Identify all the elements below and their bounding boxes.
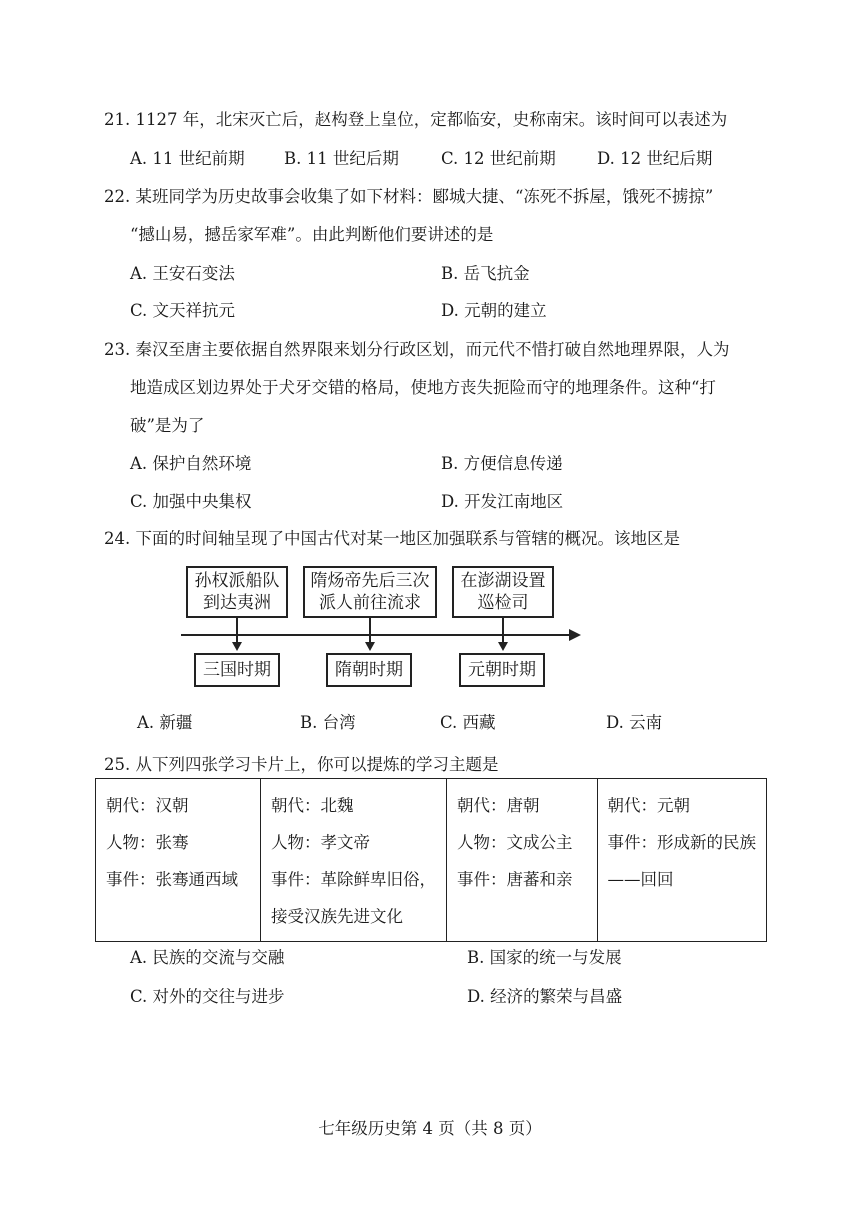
q25-option-d[interactable]: D. 经济的繁荣与昌盛 xyxy=(467,987,623,1006)
q22-option-b[interactable]: B. 岳飞抗金 xyxy=(441,264,530,283)
study-card-beiwei xyxy=(261,779,447,942)
q22-option-d[interactable]: D. 元朝的建立 xyxy=(441,301,547,320)
connector-3 xyxy=(502,618,504,643)
q23-option-b[interactable]: B. 方便信息传递 xyxy=(441,454,563,473)
study-card-yuan xyxy=(597,779,767,942)
q24-option-c[interactable]: C. 西藏 xyxy=(440,713,496,732)
timeline-event-box-2 xyxy=(303,566,437,618)
page-footer: 七年级历史第 4 页（共 8 页） xyxy=(318,1119,542,1138)
arrow-down-icon xyxy=(498,642,508,651)
q22-option-a[interactable]: A. 王安石变法 xyxy=(130,264,235,283)
q21-option-b[interactable]: B. 11 世纪后期 xyxy=(284,149,399,168)
q23-option-d[interactable]: D. 开发江南地区 xyxy=(441,492,564,511)
card-line: 事件：张骞通西域 xyxy=(106,870,238,889)
q23-option-c[interactable]: C. 加强中央集权 xyxy=(130,492,252,511)
timeline-event-box-1 xyxy=(186,566,288,618)
q21-stem: 21. 1127 年，北宋灭亡后，赵构登上皇位，定都临安，史称南宋。该时间可以表述为 xyxy=(104,110,728,129)
q21-option-a[interactable]: A. 11 世纪前期 xyxy=(130,149,245,168)
arrow-down-icon xyxy=(232,642,242,651)
arrow-down-icon xyxy=(365,642,375,651)
q25-stem: 25. 从下列四张学习卡片上，你可以提炼的学习主题是 xyxy=(104,755,499,774)
connector-2 xyxy=(369,618,371,643)
card-line: 人物：孝文帝 xyxy=(271,833,370,852)
card-line: 朝代：唐朝 xyxy=(457,796,540,815)
q25-option-a[interactable]: A. 民族的交流与交融 xyxy=(130,948,285,967)
study-cards-table xyxy=(95,778,767,942)
event-2-line2: 派人前往流求 xyxy=(319,593,421,613)
timeline-period-1: 三国时期 xyxy=(194,653,280,687)
card-line: 朝代：北魏 xyxy=(271,796,354,815)
card-line: 朝代：元朝 xyxy=(607,796,690,815)
q22-option-c[interactable]: C. 文天祥抗元 xyxy=(130,301,236,320)
study-card-han xyxy=(96,779,261,942)
card-line: 事件：形成新的民族 xyxy=(607,833,756,852)
q21-option-d[interactable]: D. 12 世纪后期 xyxy=(597,149,713,168)
card-line: 人物：文成公主 xyxy=(457,833,573,852)
timeline-period-2: 隋朝时期 xyxy=(326,653,412,687)
timeline-axis xyxy=(181,634,573,636)
event-1-line1: 孙权派船队 xyxy=(194,571,280,591)
q23-stem-line3: 破”是为了 xyxy=(130,416,205,435)
card-line: 人物：张骞 xyxy=(106,833,189,852)
card-line: 事件：唐蕃和亲 xyxy=(457,870,573,889)
table-row xyxy=(96,779,767,942)
card-line: 接受汉族先进文化 xyxy=(271,907,403,926)
connector-1 xyxy=(236,618,238,643)
q24-option-d[interactable]: D. 云南 xyxy=(606,713,663,732)
card-line: ——回回 xyxy=(607,870,674,889)
q25-option-c[interactable]: C. 对外的交往与进步 xyxy=(130,987,285,1006)
timeline-period-3: 元朝时期 xyxy=(459,653,545,687)
q24-option-a[interactable]: A. 新疆 xyxy=(137,713,193,732)
event-1-line2: 到达夷洲 xyxy=(203,593,271,613)
q21-option-c[interactable]: C. 12 世纪前期 xyxy=(441,149,556,168)
timeline-axis-arrow-icon xyxy=(569,629,581,641)
event-3-line2: 巡检司 xyxy=(477,593,529,613)
event-3-line1: 在澎湖设置 xyxy=(460,571,546,591)
q23-option-a[interactable]: A. 保护自然环境 xyxy=(130,454,252,473)
q22-stem-line1: 22. 某班同学为历史故事会收集了如下材料：郾城大捷、“冻死不拆屋，饿死不掳掠” xyxy=(104,187,714,206)
card-line: 事件：革除鲜卑旧俗， xyxy=(271,870,436,889)
q24-option-b[interactable]: B. 台湾 xyxy=(300,713,356,732)
timeline-event-box-3 xyxy=(452,566,554,618)
q23-stem-line2: 地造成区划边界处于犬牙交错的格局，使地方丧失扼险而守的地理条件。这种“打 xyxy=(130,378,716,397)
q22-stem-line2: “撼山易，撼岳家军难”。由此判断他们要讲述的是 xyxy=(130,225,494,244)
q23-stem-line1: 23. 秦汉至唐主要依据自然界限来划分行政区划，而元代不惜打破自然地理界限，人为 xyxy=(104,340,730,359)
event-2-line1: 隋炀帝先后三次 xyxy=(310,571,430,591)
q24-stem: 24. 下面的时间轴呈现了中国古代对某一地区加强联系与管辖的概况。该地区是 xyxy=(104,529,680,548)
card-line: 朝代：汉朝 xyxy=(106,796,189,815)
study-card-tang xyxy=(447,779,598,942)
q25-option-b[interactable]: B. 国家的统一与发展 xyxy=(467,948,622,967)
